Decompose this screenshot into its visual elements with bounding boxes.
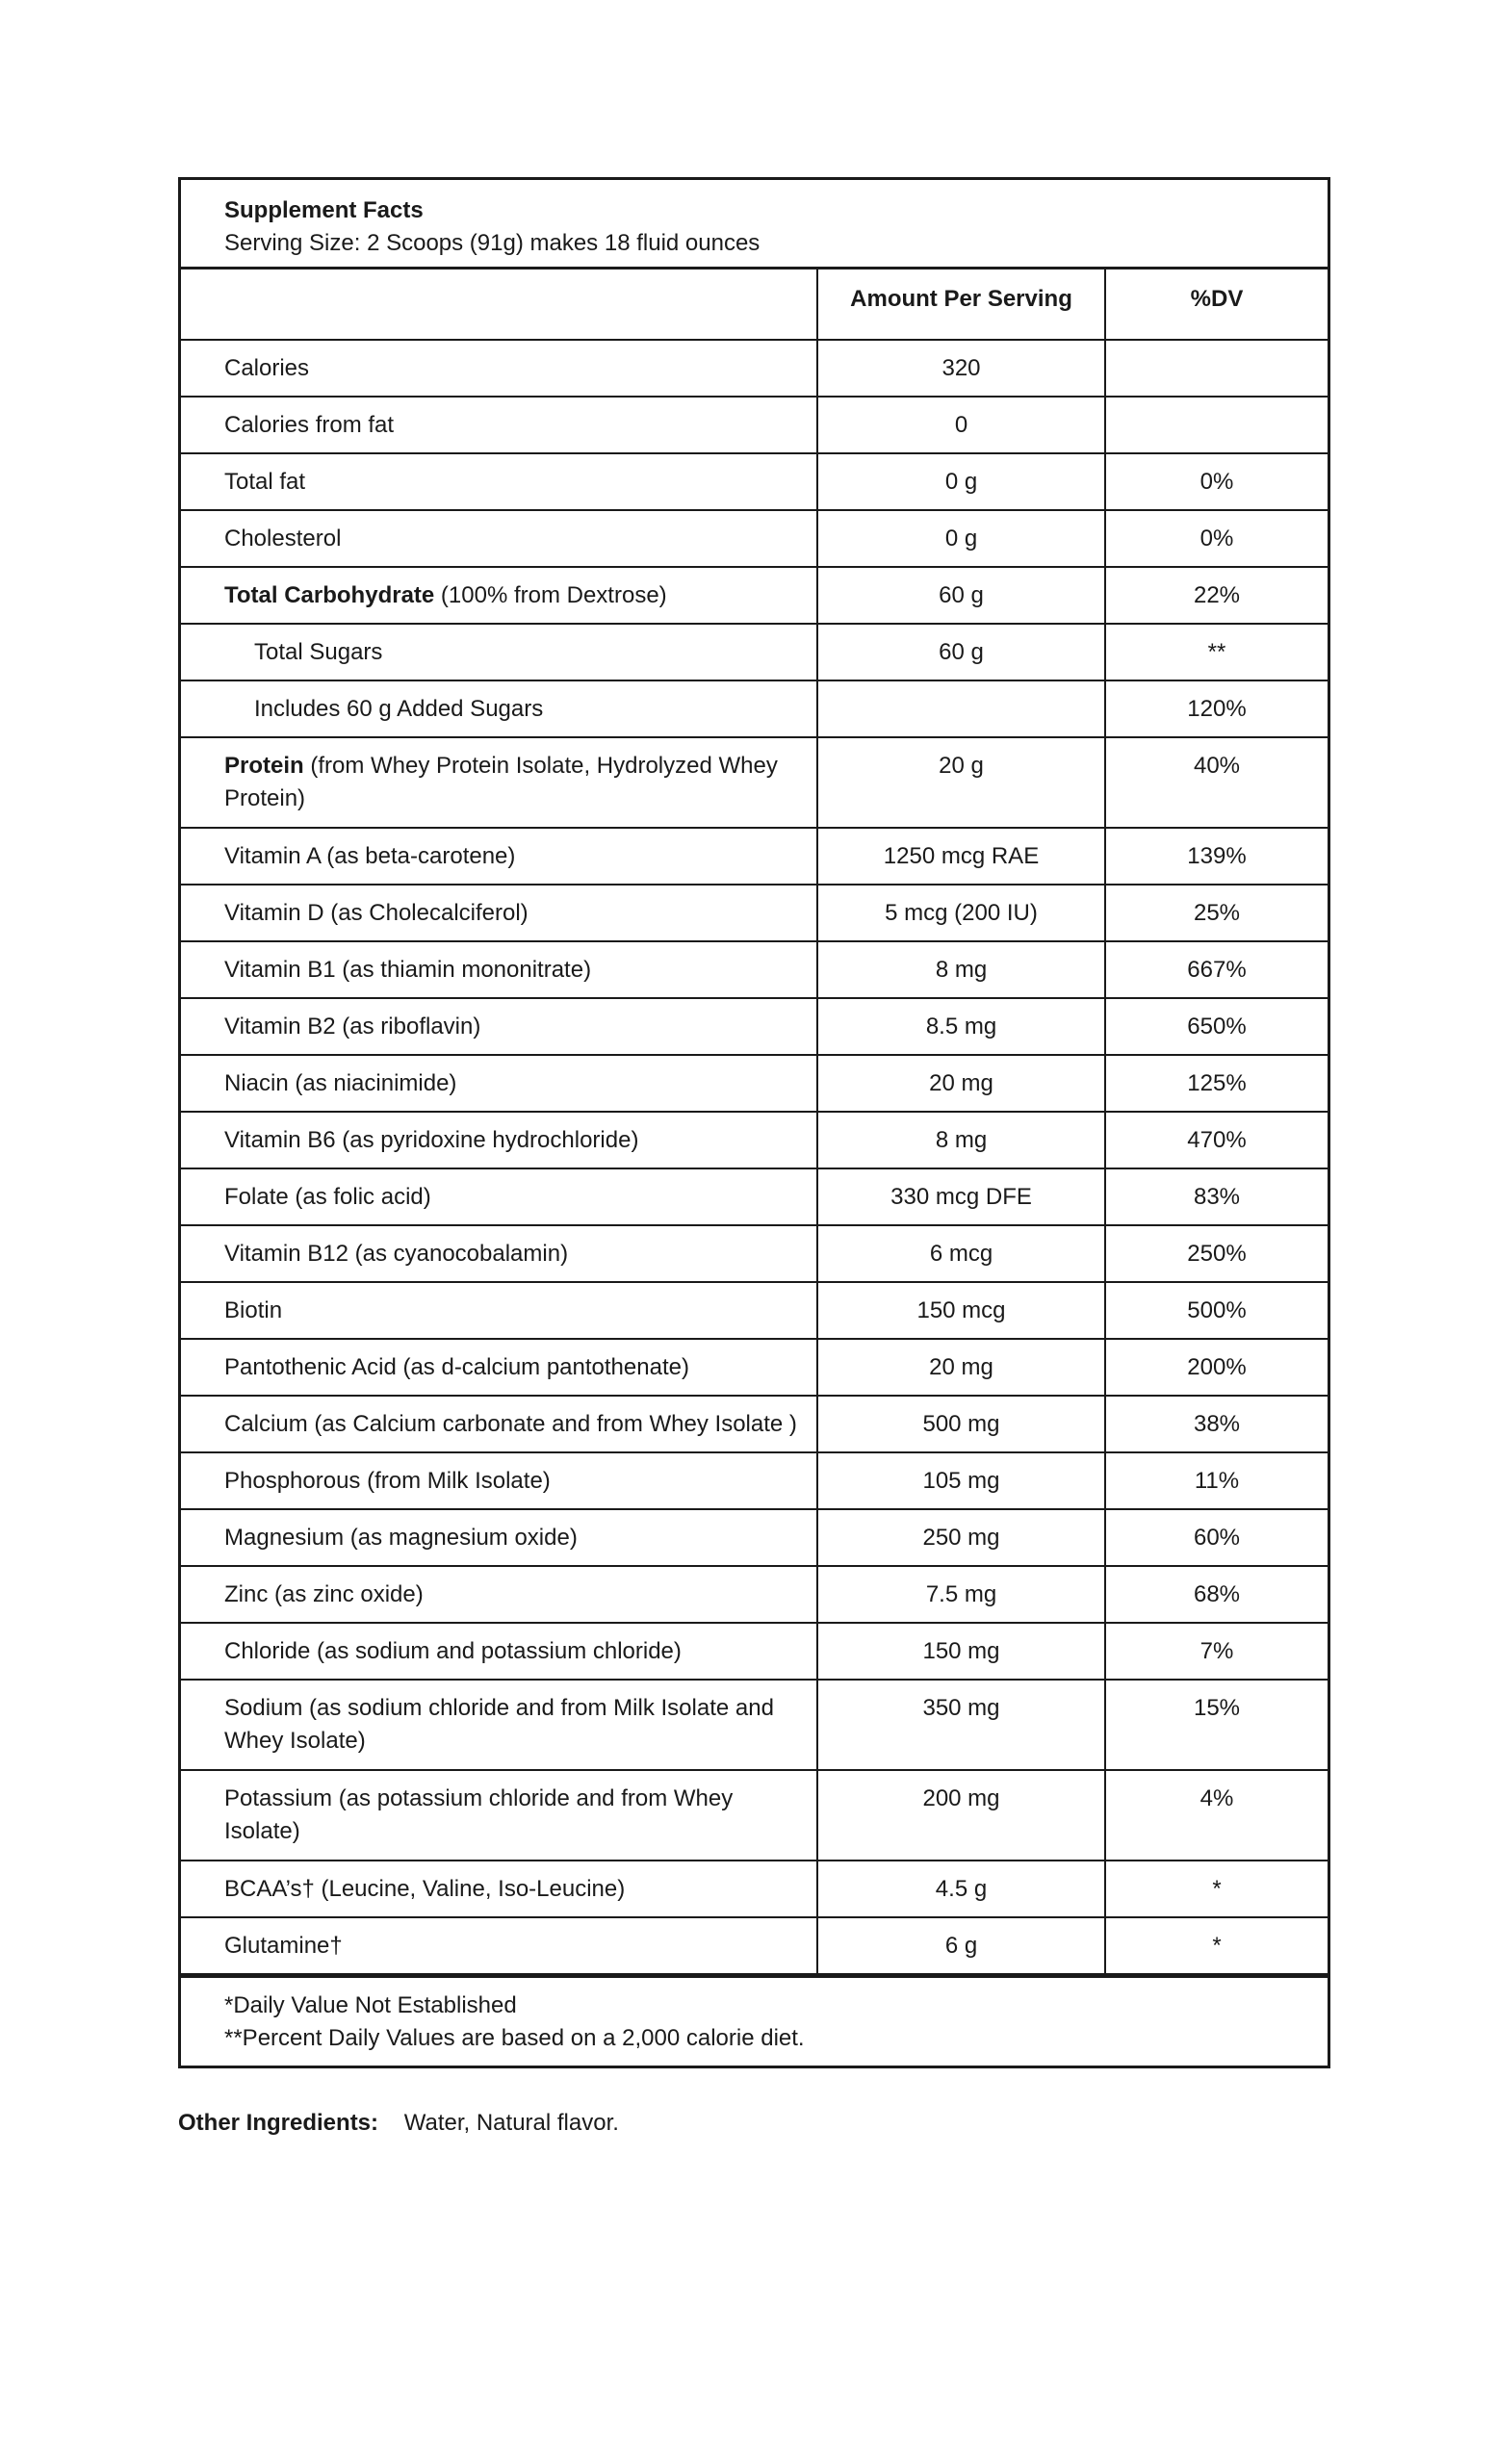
nutrient-row xyxy=(181,1397,1328,1453)
nutrient-row xyxy=(181,454,1328,511)
facts-header xyxy=(181,180,1328,270)
nutrient-name: Total Carbohydrate (100% from Dextrose) xyxy=(181,568,818,623)
nutrient-dv: 0% xyxy=(1199,469,1234,495)
nutrient-dv: 60% xyxy=(1193,1525,1241,1551)
nutrient-name: Folate (as folic acid) xyxy=(181,1169,818,1224)
nutrient-name: Calcium (as Calcium carbonate and from Whey Isolate ) xyxy=(181,1397,818,1451)
nutrient-name: Vitamin B6 (as pyridoxine hydrochloride) xyxy=(181,1113,818,1168)
nutrient-name: Total Sugars xyxy=(181,625,818,680)
nutrient-name: Niacin (as niacinimide) xyxy=(181,1056,818,1111)
nutrient-name: Includes 60 g Added Sugars xyxy=(181,681,818,736)
nutrient-row xyxy=(181,681,1328,738)
nutrient-amount: 8 mg xyxy=(818,1113,1106,1168)
nutrient-amount: 150 mcg xyxy=(818,1283,1106,1338)
nutrient-amount: 150 mg xyxy=(818,1624,1106,1679)
nutrient-name: Vitamin B2 (as riboflavin) xyxy=(181,999,818,1054)
other-ingredients-label: Other Ingredients: xyxy=(178,2110,379,2136)
nutrient-dv: 200% xyxy=(1187,1354,1247,1380)
nutrient-name: Chloride (as sodium and potassium chloride) xyxy=(181,1624,818,1679)
nutrient-row xyxy=(181,1567,1328,1624)
nutrient-name: Zinc (as zinc oxide) xyxy=(181,1567,818,1622)
nutrient-name: BCAA’s† (Leucine, Valine, Iso-Leucine) xyxy=(181,1861,818,1916)
nutrient-dv xyxy=(1106,341,1328,396)
nutrient-name: Calories from fat xyxy=(181,398,818,452)
nutrient-name: Pantothenic Acid (as d-calcium pantothenate) xyxy=(181,1340,818,1395)
nutrient-amount: 20 mg xyxy=(818,1056,1106,1111)
nutrient-amount: 0 xyxy=(818,398,1106,452)
other-ingredients xyxy=(178,2107,619,2140)
nutrient-amount: 20 mg xyxy=(818,1340,1106,1395)
nutrient-amount: 330 mcg DFE xyxy=(818,1169,1106,1224)
nutrient-row xyxy=(181,738,1328,829)
nutrient-dv: 68% xyxy=(1193,1581,1241,1607)
nutrient-amount: 8.5 mg xyxy=(818,999,1106,1054)
nutrient-name: Potassium (as potassium chloride and from Whey Isolate) xyxy=(181,1771,818,1860)
nutrient-row xyxy=(181,942,1328,999)
nutrient-amount: 250 mg xyxy=(818,1510,1106,1565)
nutrient-row xyxy=(181,1771,1328,1861)
nutrient-row xyxy=(181,341,1328,398)
nutrient-amount: 60 g xyxy=(818,625,1106,680)
nutrient-amount: 6 mcg xyxy=(818,1226,1106,1281)
nutrient-name: Calories xyxy=(181,341,818,396)
nutrient-row xyxy=(181,568,1328,625)
nutrient-name: Glutamine† xyxy=(181,1918,818,1973)
supplement-facts-table xyxy=(178,177,1330,2068)
nutrient-dv: 4% xyxy=(1199,1785,1234,1811)
nutrient-dv: 470% xyxy=(1187,1127,1247,1153)
nutrient-name: Vitamin B12 (as cyanocobalamin) xyxy=(181,1226,818,1281)
nutrient-dv: 139% xyxy=(1187,843,1247,869)
nutrient-amount: 1250 mcg RAE xyxy=(818,829,1106,884)
column-header-amount: Amount Per Serving xyxy=(818,270,1106,339)
nutrient-amount: 350 mg xyxy=(818,1681,1106,1769)
nutrient-dv: 38% xyxy=(1193,1411,1241,1437)
nutrient-amount: 200 mg xyxy=(818,1771,1106,1860)
nutrient-amount: 4.5 g xyxy=(818,1861,1106,1916)
other-ingredients-value: Water, Natural flavor. xyxy=(403,2110,619,2136)
nutrient-row xyxy=(181,1113,1328,1169)
nutrient-name: Vitamin D (as Cholecalciferol) xyxy=(181,886,818,940)
nutrient-dv: * xyxy=(1212,1933,1222,1959)
nutrient-row xyxy=(181,886,1328,942)
nutrient-name: Protein (from Whey Protein Isolate, Hydrolyzed Whey Protein) xyxy=(181,738,818,827)
footnote-percent-daily: **Percent Daily Values are based on a 2,000 calorie diet. xyxy=(224,2025,805,2051)
nutrient-dv: 7% xyxy=(1199,1638,1234,1664)
nutrient-row xyxy=(181,1056,1328,1113)
nutrient-amount: 0 g xyxy=(818,454,1106,509)
footnotes xyxy=(181,1975,1328,2066)
other-ingredients-spacer xyxy=(385,2110,398,2136)
nutrient-amount: 5 mcg (200 IU) xyxy=(818,886,1106,940)
nutrient-row xyxy=(181,999,1328,1056)
nutrient-dv: 667% xyxy=(1187,957,1247,983)
nutrient-dv: 120% xyxy=(1187,696,1247,722)
nutrient-amount: 105 mg xyxy=(818,1453,1106,1508)
nutrient-row xyxy=(181,511,1328,568)
nutrient-dv: ** xyxy=(1207,639,1226,665)
column-header-dv: %DV xyxy=(1190,286,1244,312)
nutrient-dv: 650% xyxy=(1187,1014,1247,1040)
nutrient-name: Cholesterol xyxy=(181,511,818,566)
nutrient-row xyxy=(181,398,1328,454)
nutrient-dv: 11% xyxy=(1194,1468,1240,1494)
nutrient-amount: 7.5 mg xyxy=(818,1567,1106,1622)
nutrient-amount: 500 mg xyxy=(818,1397,1106,1451)
nutrient-dv: 250% xyxy=(1187,1241,1247,1267)
nutrient-name: Phosphorous (from Milk Isolate) xyxy=(181,1453,818,1508)
nutrient-dv: 125% xyxy=(1187,1070,1247,1096)
nutrient-amount: 0 g xyxy=(818,511,1106,566)
nutrient-row xyxy=(181,1340,1328,1397)
nutrient-row xyxy=(181,1453,1328,1510)
nutrient-dv: 500% xyxy=(1187,1297,1247,1323)
nutrient-dv: 0% xyxy=(1199,526,1234,552)
nutrient-name: Biotin xyxy=(181,1283,818,1338)
nutrient-amount: 60 g xyxy=(818,568,1106,623)
nutrient-dv xyxy=(1106,398,1328,452)
nutrient-row xyxy=(181,1681,1328,1771)
nutrient-row xyxy=(181,1510,1328,1567)
nutrient-amount: 20 g xyxy=(818,738,1106,827)
nutrient-row xyxy=(181,1169,1328,1226)
nutrient-row xyxy=(181,1283,1328,1340)
nutrient-row xyxy=(181,1226,1328,1283)
column-header-row xyxy=(181,270,1328,341)
serving-size: Serving Size: 2 Scoops (91g) makes 18 fluid ounces xyxy=(224,230,761,256)
nutrient-dv: 15% xyxy=(1193,1695,1241,1721)
nutrient-row xyxy=(181,829,1328,886)
nutrient-name: Sodium (as sodium chloride and from Milk Isolate and Whey Isolate) xyxy=(181,1681,818,1769)
footnote-daily-value: *Daily Value Not Established xyxy=(224,1992,517,2018)
nutrient-name: Total fat xyxy=(181,454,818,509)
nutrient-name: Vitamin A (as beta-carotene) xyxy=(181,829,818,884)
nutrient-row xyxy=(181,1624,1328,1681)
nutrient-name: Magnesium (as magnesium oxide) xyxy=(181,1510,818,1565)
facts-title: Supplement Facts xyxy=(224,197,424,223)
nutrient-amount: 6 g xyxy=(818,1918,1106,1973)
nutrient-amount xyxy=(818,681,1106,736)
nutrient-row xyxy=(181,1861,1328,1918)
nutrient-row xyxy=(181,1918,1328,1975)
nutrient-dv: * xyxy=(1212,1876,1222,1902)
nutrient-dv: 22% xyxy=(1193,582,1241,608)
nutrient-row xyxy=(181,625,1328,681)
nutrient-dv: 40% xyxy=(1193,753,1241,779)
nutrient-dv: 25% xyxy=(1193,900,1241,926)
nutrient-amount: 8 mg xyxy=(818,942,1106,997)
nutrient-amount: 320 xyxy=(818,341,1106,396)
column-header-name xyxy=(181,270,818,339)
nutrient-dv: 83% xyxy=(1193,1184,1241,1210)
nutrient-name: Vitamin B1 (as thiamin mononitrate) xyxy=(181,942,818,997)
